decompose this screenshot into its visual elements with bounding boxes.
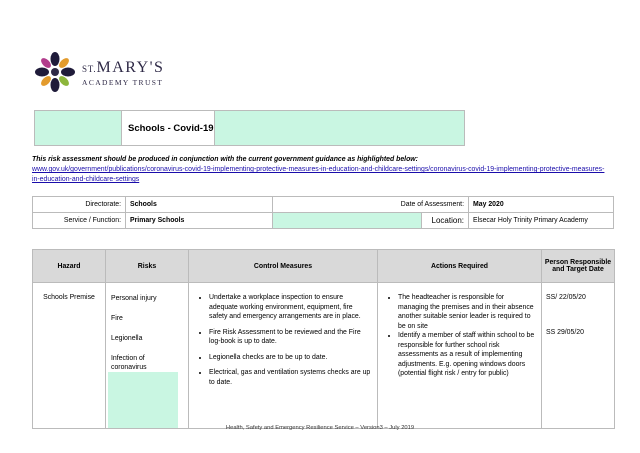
title-box-right-fill [215, 111, 464, 145]
header-control-measures: Control Measures [189, 250, 378, 283]
person-date: SS/ 22/05/20 [546, 294, 586, 301]
actions-cell [378, 283, 542, 429]
date-value: May 2020 [469, 197, 614, 213]
brand-subtitle: ACADEMY TRUST [82, 78, 164, 87]
action-item: • The headteacher is responsible for managing the premises and in their absence another suitable senior leader is required to be on site [398, 293, 535, 331]
risk-item: Infection of coronavirus [111, 355, 147, 371]
control-measures-cell [189, 283, 378, 429]
risks-fill [108, 372, 178, 428]
date-label: Date of Assessment: [273, 197, 469, 213]
hazard-cell: Schools Premise [33, 283, 106, 429]
brand-name: ST.MARY'S [82, 59, 165, 76]
guidance-note: This risk assessment should be produced in conjunction with the current government guidance as highlighted below: [32, 156, 418, 163]
control-item: • Legionella checks are to be up to date. [209, 353, 371, 363]
risks-cell [106, 283, 189, 429]
title-box-left-fill [35, 111, 122, 145]
risk-item: Fire [111, 315, 123, 322]
service-value: Primary Schools [126, 213, 273, 229]
service-label: Service / Function: [33, 213, 126, 229]
risk-assessment-table [32, 249, 615, 429]
location-value: Elsecar Holy Trinity Primary Academy [469, 213, 614, 229]
guidance-link[interactable]: www.gov.uk/government/publications/coronavirus-covid-19-implementing-protective-measures-in-education-and-childcare-settings/coronavirus-covid-19-implementing-protective-measures-in-education-and-childcare-settings [32, 166, 605, 183]
trust-logo-icon [30, 47, 80, 97]
control-item: • Undertake a workplace inspection to ensure adequate working environment, equipment, fire safety and emergency arrangements are in place. [209, 293, 371, 322]
risk-item: Legionella [111, 335, 143, 342]
action-item: • Identify a member of staff within school to be responsible for further school risk assessments as a result of implementing adjustments. E.g. opening windows doors (potential flight risk / entry for public) [398, 331, 535, 379]
header-actions-required: Actions Required [378, 250, 542, 283]
person-date: SS 29/05/20 [546, 329, 584, 336]
service-fill [273, 213, 422, 229]
document-title: Schools - Covid-19 [122, 111, 215, 145]
header-hazard: Hazard [33, 250, 106, 283]
header-person-responsible: Person Responsible and Target Date [542, 250, 615, 283]
control-item: • Fire Risk Assessment to be reviewed and the Fire log-book is up to date. [209, 328, 371, 347]
risk-item: Personal injury [111, 295, 157, 302]
table-row [33, 283, 615, 429]
header-risks: Risks [106, 250, 189, 283]
directorate-label: Directorate: [33, 197, 126, 213]
control-item: • Electrical, gas and ventilation systems checks are up to date. [209, 368, 371, 387]
location-label: Location: [422, 213, 469, 229]
directorate-value: Schools [126, 197, 273, 213]
title-box [34, 110, 465, 146]
page-footer: Health, Safety and Emergency Resilience Service – Version3 – July 2019 [225, 425, 415, 431]
person-cell [542, 283, 615, 429]
assessment-info-table [32, 196, 614, 229]
